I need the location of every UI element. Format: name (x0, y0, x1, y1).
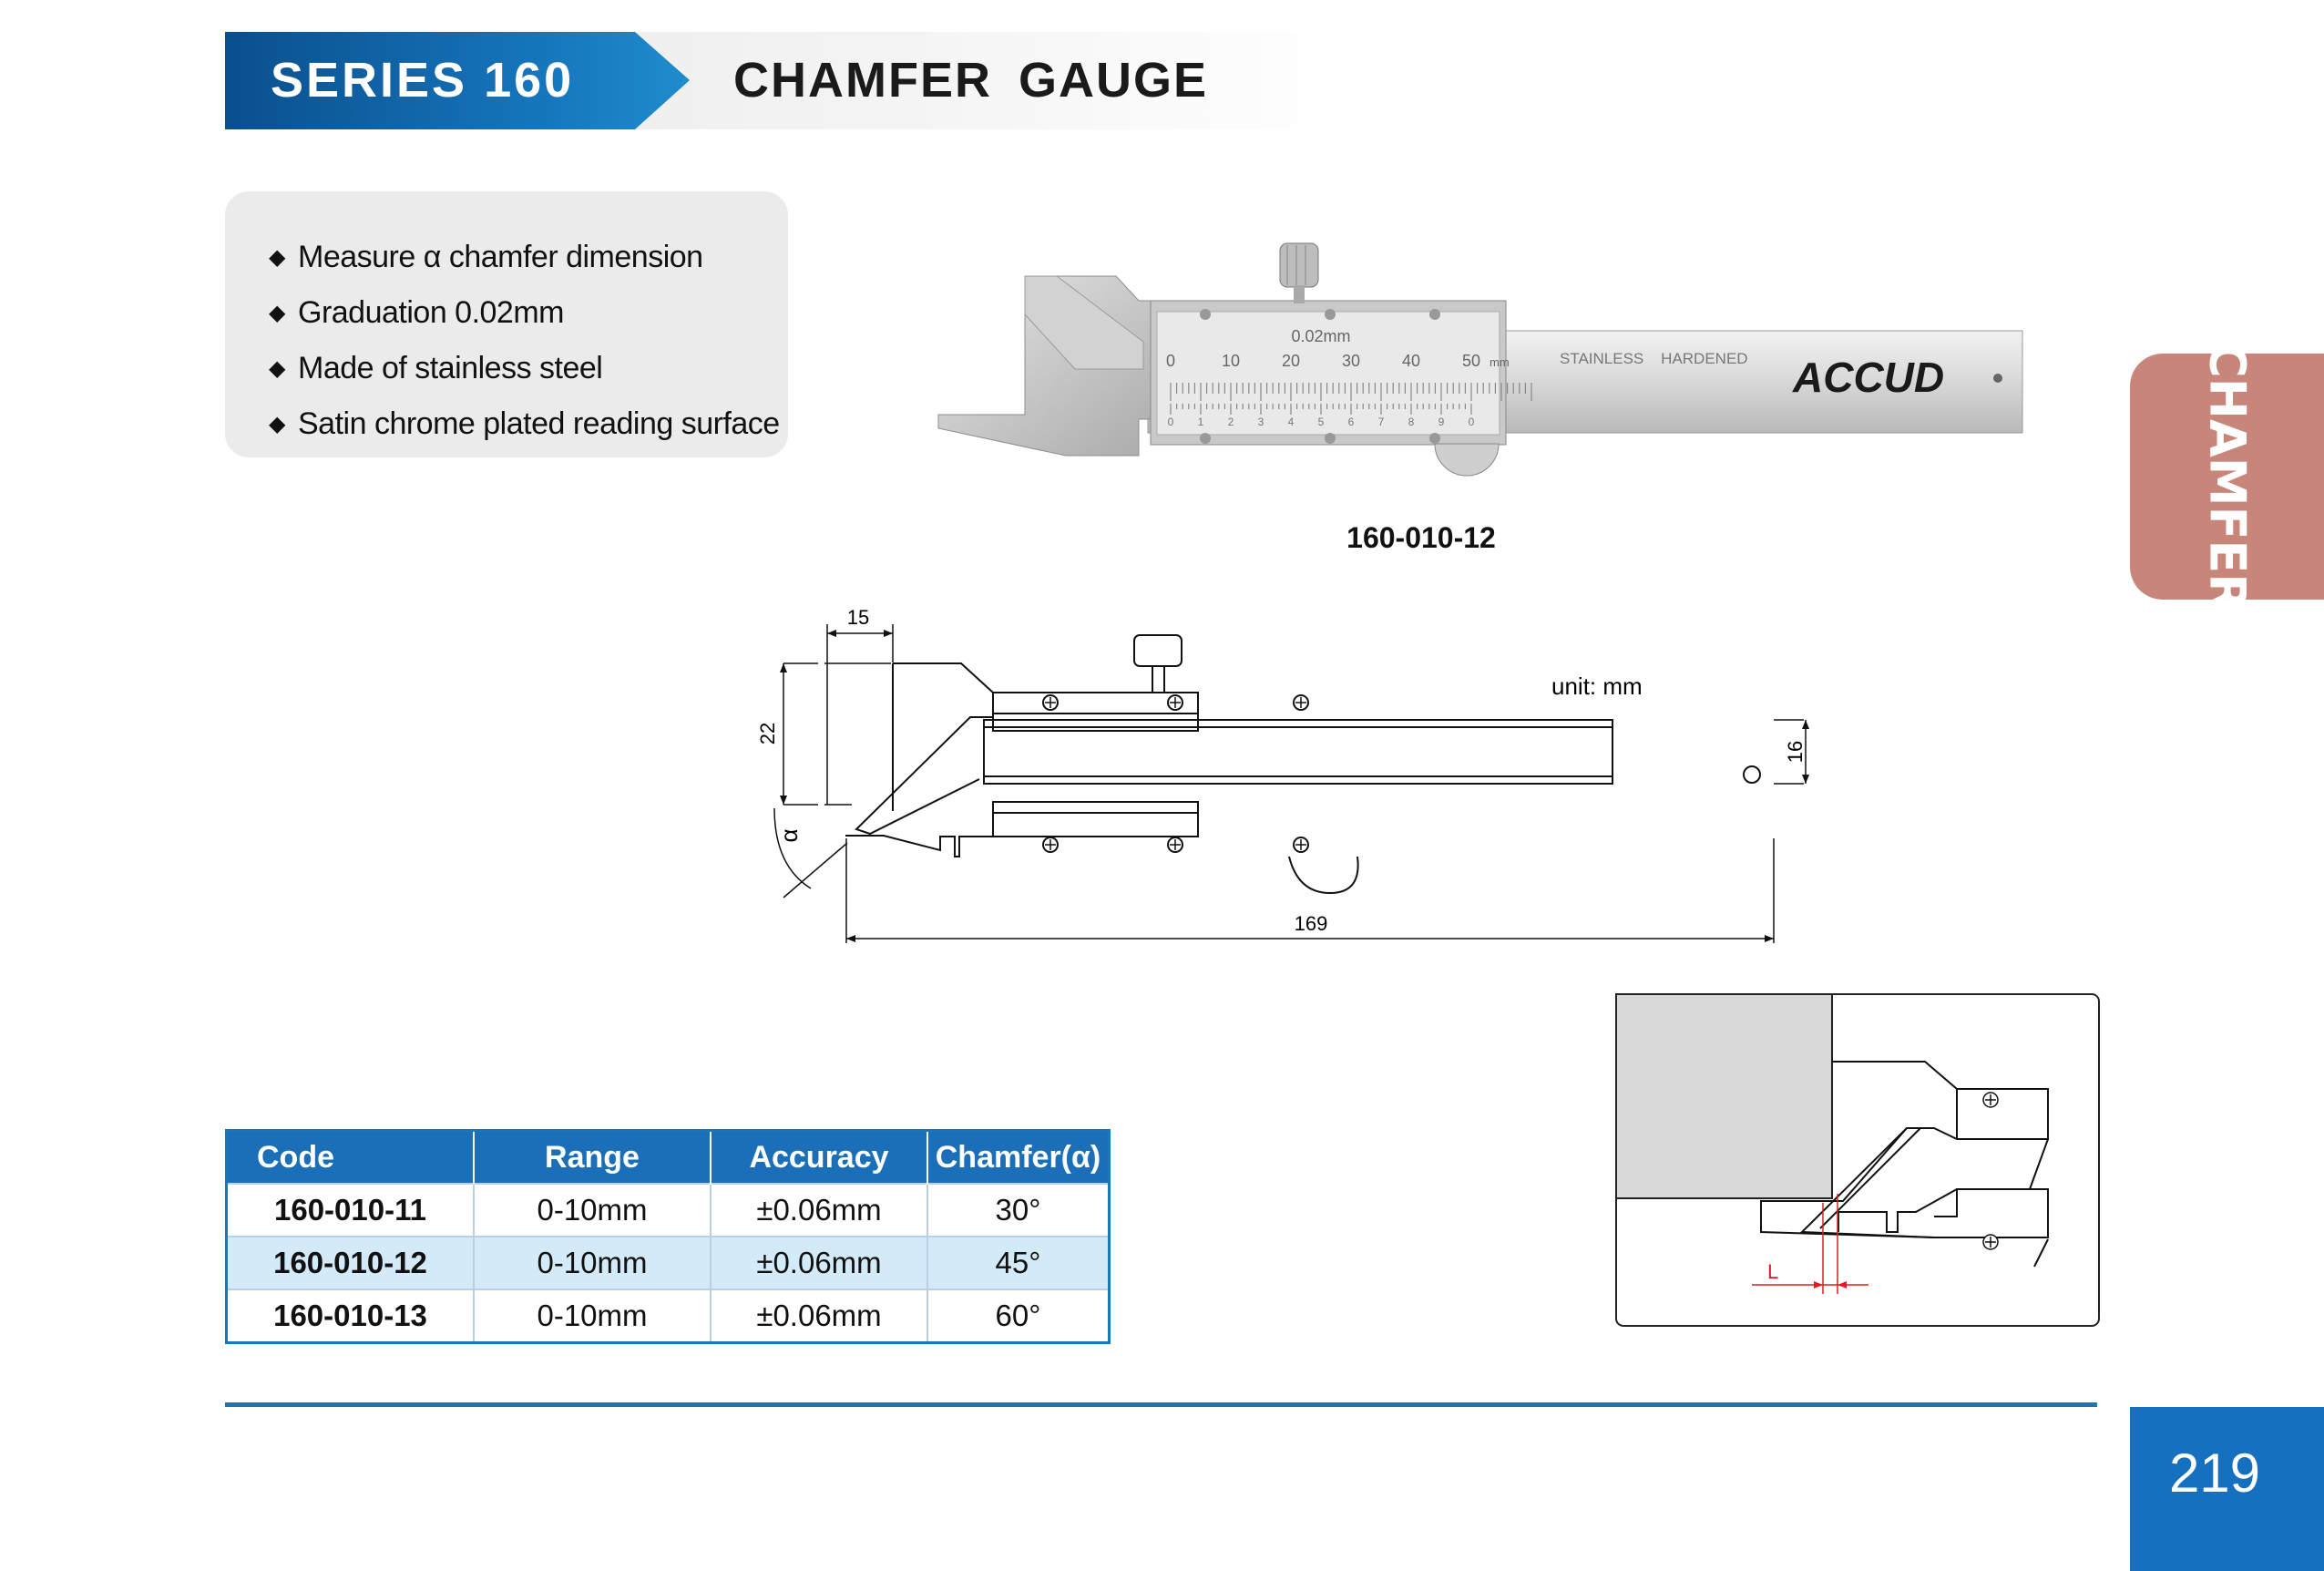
feature-item: ◆ Measure α chamfer dimension (269, 230, 780, 285)
cell-code: 160-010-11 (227, 1184, 475, 1237)
photo-vernier-number: 9 (1438, 416, 1445, 428)
feature-item: ◆ Graduation 0.02mm (269, 285, 780, 341)
photo-vernier-number: 2 (1227, 416, 1234, 428)
dim-top-label: 15 (846, 606, 870, 629)
cell-code: 160-010-13 (227, 1289, 475, 1343)
page-number: 219 (2168, 1443, 2261, 1504)
detail-illustration (1615, 993, 2100, 1327)
photo-vernier-number: 5 (1317, 416, 1325, 428)
photo-scale-unit: mm (1490, 355, 1510, 369)
photo-caption: 160-010-12 (1346, 521, 1496, 554)
side-tab-label: CHAMFER (2198, 342, 2257, 611)
photo-scale-label: 0.02mm (1291, 327, 1351, 345)
feature-list (269, 230, 780, 452)
photo-vernier-number: 6 (1347, 416, 1355, 428)
brand-logo: ACCUD (1793, 354, 1945, 401)
photo-vernier-number: 0 (1468, 416, 1475, 428)
photo-scale-number: 20 (1281, 352, 1301, 370)
cell-accuracy: ±0.06mm (711, 1184, 927, 1237)
feature-item: ◆ Satin chrome plated reading surface (269, 396, 780, 452)
photo-scale-number: 10 (1221, 352, 1241, 370)
photo-scale-number: 0 (1165, 352, 1176, 370)
cell-chamfer: 45° (927, 1237, 1110, 1289)
col-header-range: Range (474, 1131, 711, 1185)
product-title: CHAMFER GAUGE (733, 53, 1208, 108)
footer-rule (225, 1402, 2097, 1407)
photo-scale-number: 40 (1401, 352, 1421, 370)
cell-accuracy: ±0.06mm (711, 1289, 927, 1343)
diamond-bullet-icon: ◆ (269, 245, 285, 270)
table-row (227, 1184, 1110, 1237)
table-row (227, 1289, 1110, 1343)
product-photo (929, 232, 2032, 506)
photo-scale-number: 30 (1341, 352, 1361, 370)
col-header-code: Code (227, 1131, 475, 1185)
photo-scale-number: 50 (1461, 352, 1481, 370)
detail-l-label: L (1767, 1260, 1779, 1283)
dim-bar-label: 16 (1784, 740, 1807, 764)
table-header-row (227, 1131, 1110, 1185)
photo-vernier-number: 4 (1287, 416, 1295, 428)
diamond-bullet-icon: ◆ (269, 412, 285, 436)
photo-vernier-number: 1 (1197, 416, 1204, 428)
cell-chamfer: 30° (927, 1184, 1110, 1237)
angle-label: α (775, 828, 803, 843)
photo-vernier-number: 3 (1257, 416, 1264, 428)
col-header-chamfer: Chamfer(α) (927, 1131, 1110, 1185)
cell-range: 0-10mm (474, 1289, 711, 1343)
dim-length-label: 169 (1294, 912, 1328, 935)
dim-height-label: 22 (756, 722, 779, 745)
diamond-bullet-icon: ◆ (269, 356, 285, 381)
photo-vernier-number: 8 (1408, 416, 1415, 428)
photo-engraving: STAINLESS HARDENED (1560, 350, 1748, 367)
photo-vernier-number: 7 (1377, 416, 1385, 428)
cell-accuracy: ±0.06mm (711, 1237, 927, 1289)
cell-chamfer: 60° (927, 1289, 1110, 1343)
photo-vernier-number: 0 (1167, 416, 1174, 428)
cell-range: 0-10mm (474, 1184, 711, 1237)
cell-range: 0-10mm (474, 1237, 711, 1289)
cell-code: 160-010-12 (227, 1237, 475, 1289)
feature-item: ◆ Made of stainless steel (269, 341, 780, 396)
col-header-accuracy: Accuracy (711, 1131, 927, 1185)
spec-table (225, 1129, 1111, 1344)
table-row (227, 1237, 1110, 1289)
technical-drawing (747, 597, 1840, 961)
diamond-bullet-icon: ◆ (269, 301, 285, 325)
unit-label: unit: mm (1551, 673, 1643, 700)
series-title: SERIES 160 (271, 53, 575, 108)
